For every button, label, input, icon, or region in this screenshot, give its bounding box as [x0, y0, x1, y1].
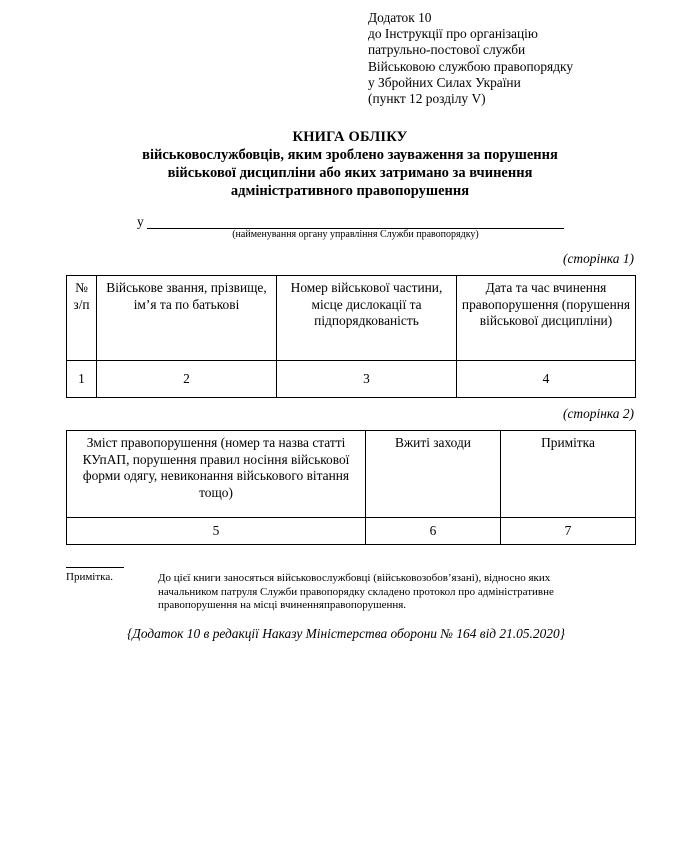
org-caption: (найменування органу управління Служби правопорядку): [232, 229, 479, 240]
org-prefix: у: [137, 214, 144, 229]
appendix-line: у Збройних Силах України: [368, 74, 521, 90]
column-header-measures: Вжиті заходи: [366, 431, 501, 518]
page2-label: (сторінка 2): [563, 406, 634, 421]
column-header-note: Примітка: [501, 431, 636, 518]
register-table-page1: [66, 275, 636, 398]
document-title: [40, 128, 660, 200]
column-header-date-time: Дата та час вчинення правопорушення (порушення військової дисципліни): [457, 276, 636, 361]
column-header-unit: Номер військової частини, місце дислокації та підпорядкованість: [277, 276, 457, 361]
column-number: 6: [366, 518, 501, 545]
column-number: 3: [277, 361, 457, 398]
title-sub-line: військовослужбовців, яким зроблено зауваження за порушення: [142, 147, 558, 163]
column-number: 1: [67, 361, 97, 398]
column-number: 2: [97, 361, 277, 398]
column-number: 7: [501, 518, 636, 545]
appendix-line: патрульно-постової служби: [368, 42, 526, 58]
appendix-line: Додаток 10: [368, 10, 432, 25]
appendix-line: до Інструкції про організацію: [368, 26, 538, 42]
table-header-row: [67, 276, 636, 361]
appendix-line: (пункт 12 розділу V): [368, 91, 486, 107]
note-label: Примітка.: [66, 571, 113, 583]
footnote-divider: [66, 567, 124, 568]
appendix-reference: [368, 10, 688, 107]
column-number: 5: [67, 518, 366, 545]
title-main: КНИГА ОБЛІКУ: [292, 129, 408, 145]
note-text: До цієї книги заносяться військовослужбовці (військовозобов’язані), відносно яких начальником патруля Служби правопорядку складено протокол про адміністративне правопорушення на місці вчиненняправопорушення.: [158, 572, 554, 611]
page1-label: (сторінка 1): [563, 251, 634, 266]
table-header-row: [67, 431, 636, 518]
title-sub-line: адміністративного правопорушення: [230, 183, 470, 199]
column-header-rank-name: Військове звання, прізвище, ім’я та по батькові: [97, 276, 277, 361]
title-sub-line: військової дисципліни або яких затримано за вчинення: [167, 165, 533, 181]
column-header-number: № з/п: [67, 276, 97, 361]
appendix-line: Військовою службою правопорядку: [368, 58, 574, 74]
amendment-reference: {Додаток 10 в редакції Наказу Міністерства оборони № 164 від 21.05.2020}: [126, 626, 566, 641]
register-table-page2: [66, 430, 636, 545]
column-number-row: [67, 518, 636, 545]
column-number-row: [67, 361, 636, 398]
column-header-offense-content: Зміст правопорушення (номер та назва статті КУпАП, порушення правил носіння військової форми одягу, невиконання військового вітання тощо): [67, 431, 366, 518]
column-number: 4: [457, 361, 636, 398]
